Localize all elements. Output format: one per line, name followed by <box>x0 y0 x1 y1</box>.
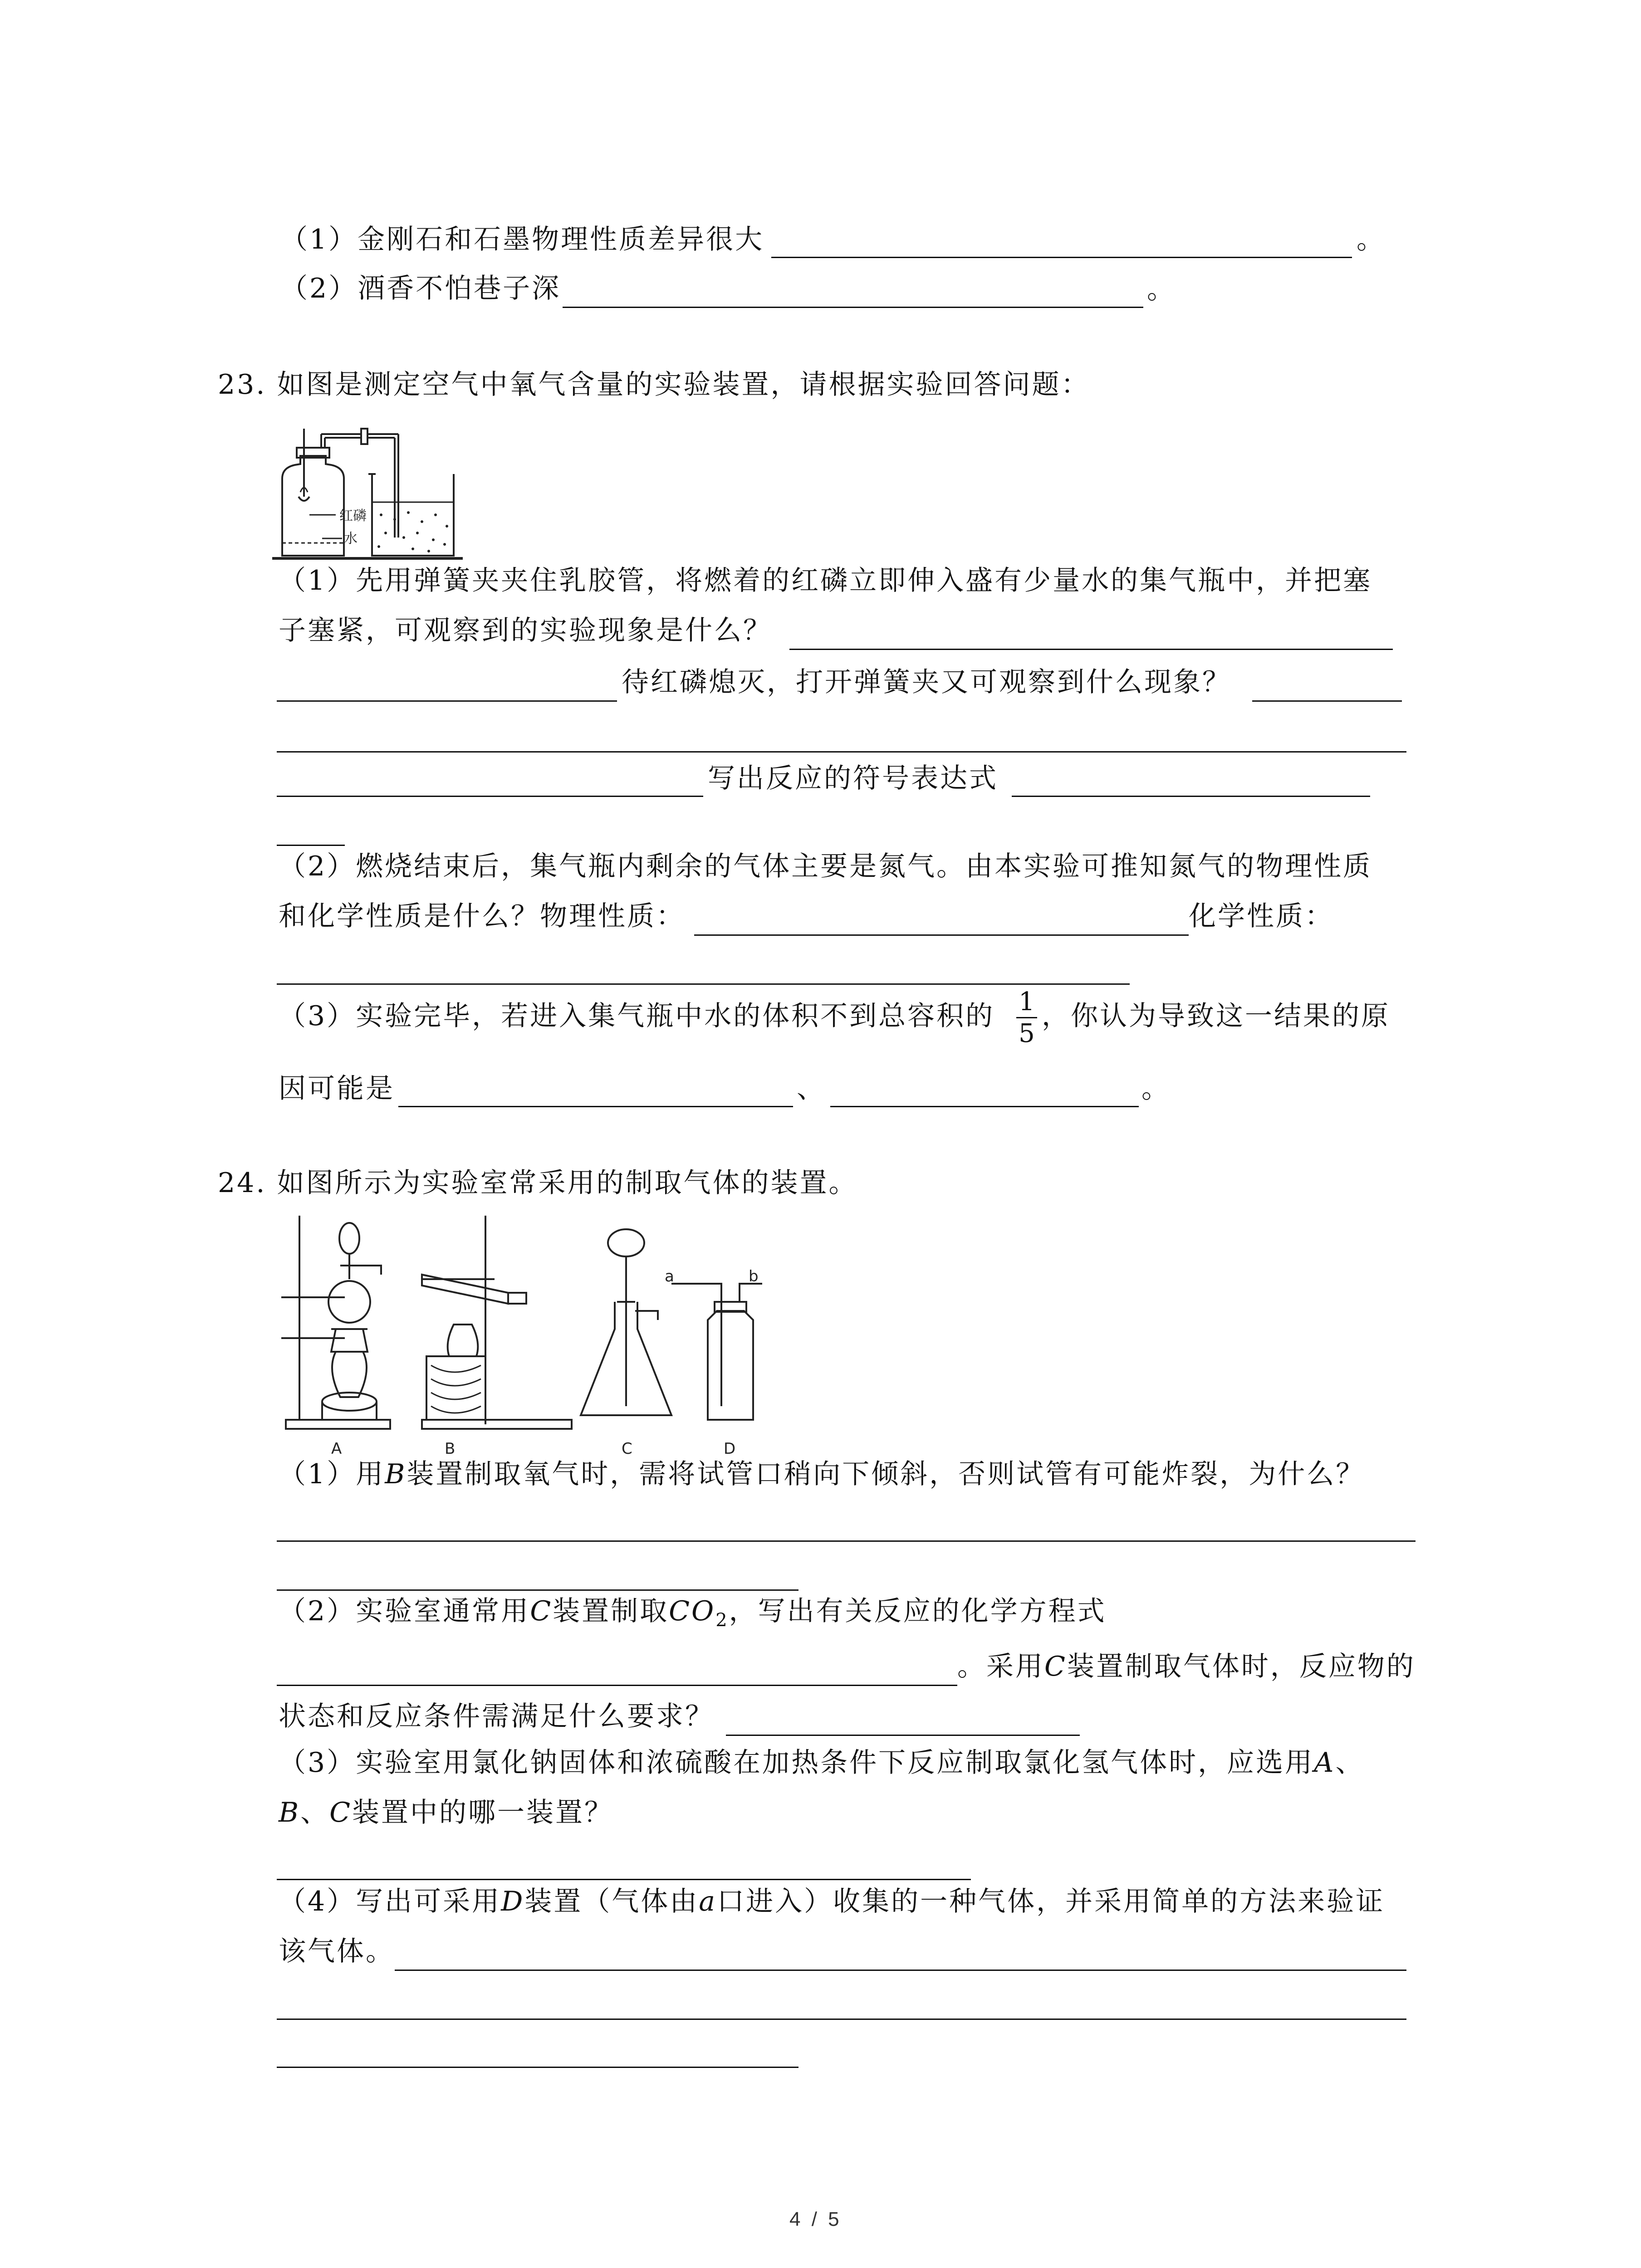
var-B: B <box>385 1458 407 1490</box>
q22-item1 <box>280 221 764 258</box>
q24-part4-line1 <box>279 1883 1385 1920</box>
q23-part1-line1: （1）先用弹簧夹夹住乳胶管，将燃着的红磷立即伸入盛有少量水的集气瓶中，并把塞 <box>279 565 1372 596</box>
fraction-bar <box>1016 1017 1037 1018</box>
answer-blank[interactable] <box>563 307 1143 308</box>
answer-blank[interactable] <box>771 257 1352 258</box>
answer-blank[interactable] <box>277 796 703 797</box>
q24-part2-text-a: （2）实验室通常用 <box>279 1595 530 1627</box>
var-C: C <box>1044 1651 1067 1682</box>
q22-item1-end: 。 <box>1357 224 1386 255</box>
answer-blank[interactable] <box>277 845 345 846</box>
var-a: a <box>699 1886 717 1917</box>
fig-label-D: D <box>724 1440 736 1458</box>
q24-part4-text-a: （4）写出可采用 <box>279 1886 501 1917</box>
answer-blank[interactable] <box>277 1589 798 1591</box>
q23-part1-line3: 待红磷熄灭，打开弹簧夹又可观察到什么现象？ <box>622 666 1231 698</box>
q24-stem: 24. 如图所示为实验室常采用的制取气体的装置。 <box>218 1167 858 1199</box>
q24-part2-line3: 状态和反应条件需满足什么要求？ <box>279 1701 714 1732</box>
fig-label-C: C <box>622 1440 632 1458</box>
q24-part2-text-b: 装置制取 <box>553 1595 669 1627</box>
fraction-numerator: 1 <box>1019 987 1035 1017</box>
answer-blank[interactable] <box>277 700 617 702</box>
q24-part3-text-b: 、 <box>1335 1747 1365 1779</box>
q24-apparatus-figure <box>272 1207 762 1461</box>
answer-blank[interactable] <box>830 1106 1139 1107</box>
q23-part2-line2a: 和化学性质是什么？物理性质： <box>279 900 685 932</box>
answer-blank[interactable] <box>277 2019 1406 2020</box>
var-C: C <box>530 1595 553 1627</box>
q24-part3-line1 <box>279 1745 1365 1781</box>
var-D: D <box>501 1886 525 1917</box>
answer-blank[interactable] <box>726 1735 1080 1736</box>
fig-label-B: B <box>445 1440 456 1458</box>
answer-blank[interactable] <box>277 1879 971 1880</box>
var-A: A <box>1314 1747 1336 1779</box>
fig-label-b: b <box>749 1267 759 1286</box>
answer-blank[interactable] <box>277 751 1406 753</box>
q24-part3-text-a: （3）实验室用氯化钠固体和浓硫酸在加热条件下反应制取氯化氢气体时，应选用 <box>279 1747 1314 1779</box>
answer-blank[interactable] <box>277 983 1130 985</box>
q23-part2-line2b: 化学性质： <box>1189 900 1334 932</box>
q23-apparatus-figure <box>272 424 463 560</box>
fig-label-water: 水 <box>344 531 358 547</box>
fraction-one-fifth <box>1016 988 1037 1047</box>
answer-blank[interactable] <box>277 2067 798 2068</box>
fig-label-A: A <box>331 1440 342 1458</box>
answer-blank[interactable] <box>1252 700 1402 702</box>
answer-blank[interactable] <box>1012 796 1370 797</box>
q22-item2-end: 。 <box>1147 274 1176 305</box>
q23-part3-line1b: ，你认为导致这一结果的原 <box>1042 1000 1390 1032</box>
q23-part2-line1: （2）燃烧结束后，集气瓶内剩余的气体主要是氮气。由本实验可推知氮气的物理性质 <box>279 850 1372 882</box>
answer-blank[interactable] <box>395 1970 1406 1971</box>
q22-item2: （2）酒香不怕巷子深 <box>280 273 561 304</box>
q23-stem: 23. 如图是测定空气中氧气含量的实验装置，请根据实验回答问题： <box>218 369 1090 401</box>
q24-part2-text-c: ，写出有关反应的化学方程式 <box>729 1595 1107 1627</box>
fig-label-red-phosphorus: 红磷 <box>339 508 367 524</box>
q23-part1-line5: 写出反应的符号表达式 <box>708 763 998 794</box>
answer-blank[interactable] <box>277 1540 1416 1542</box>
q24-part3-line2-sep: 、 <box>300 1797 330 1828</box>
q23-part3-sep: 、 <box>797 1073 826 1105</box>
formula-subscript: 2 <box>715 1610 729 1631</box>
q24-part2-line2-text-a: 。采用 <box>957 1651 1044 1682</box>
q23-part1-line2: 子塞紧，可观察到的实验现象是什么？ <box>279 615 772 646</box>
answer-blank[interactable] <box>694 934 1189 936</box>
q24-part2-line2-text-b: 装置制取气体时，反应物的 <box>1067 1651 1416 1682</box>
q24-part4-text-b: 装置（气体由 <box>524 1886 699 1917</box>
formula-co: CO <box>669 1595 716 1627</box>
q23-part3-end: 。 <box>1141 1073 1171 1105</box>
q24-part1-text-b: 装置制取氧气时，需将试管口稍向下倾斜，否则试管有可能炸裂，为什么？ <box>407 1458 1365 1490</box>
q24-part2-line2 <box>957 1648 1416 1685</box>
fig-label-a: a <box>665 1267 674 1286</box>
q24-part1-text-a: （1）用 <box>279 1458 385 1490</box>
answer-blank[interactable] <box>789 649 1393 650</box>
q24-part4-line2: 该气体。 <box>279 1936 395 1967</box>
page-number: 4 / 5 <box>789 2208 842 2230</box>
fraction-denominator: 5 <box>1019 1019 1035 1048</box>
q24-part1 <box>279 1456 1365 1492</box>
var-B: B <box>279 1797 301 1828</box>
q22-item1-text: （1）金刚石和石墨物理性质差异很大 <box>280 224 764 255</box>
answer-blank[interactable] <box>398 1106 793 1107</box>
q24-part2-line1 <box>279 1593 1107 1638</box>
q23-part3-line2a: 因可能是 <box>279 1073 395 1105</box>
answer-blank[interactable] <box>277 1685 957 1686</box>
q24-part4-text-c: 口进入）收集的一种气体，并采用简单的方法来验证 <box>717 1886 1385 1917</box>
q24-part3-line2-text: 装置中的哪一装置？ <box>352 1797 614 1828</box>
q24-part3-line2 <box>279 1794 613 1831</box>
q23-part3-line1a: （3）实验完毕，若进入集气瓶中水的体积不到总容积的 <box>279 1000 995 1032</box>
var-C: C <box>329 1797 353 1828</box>
